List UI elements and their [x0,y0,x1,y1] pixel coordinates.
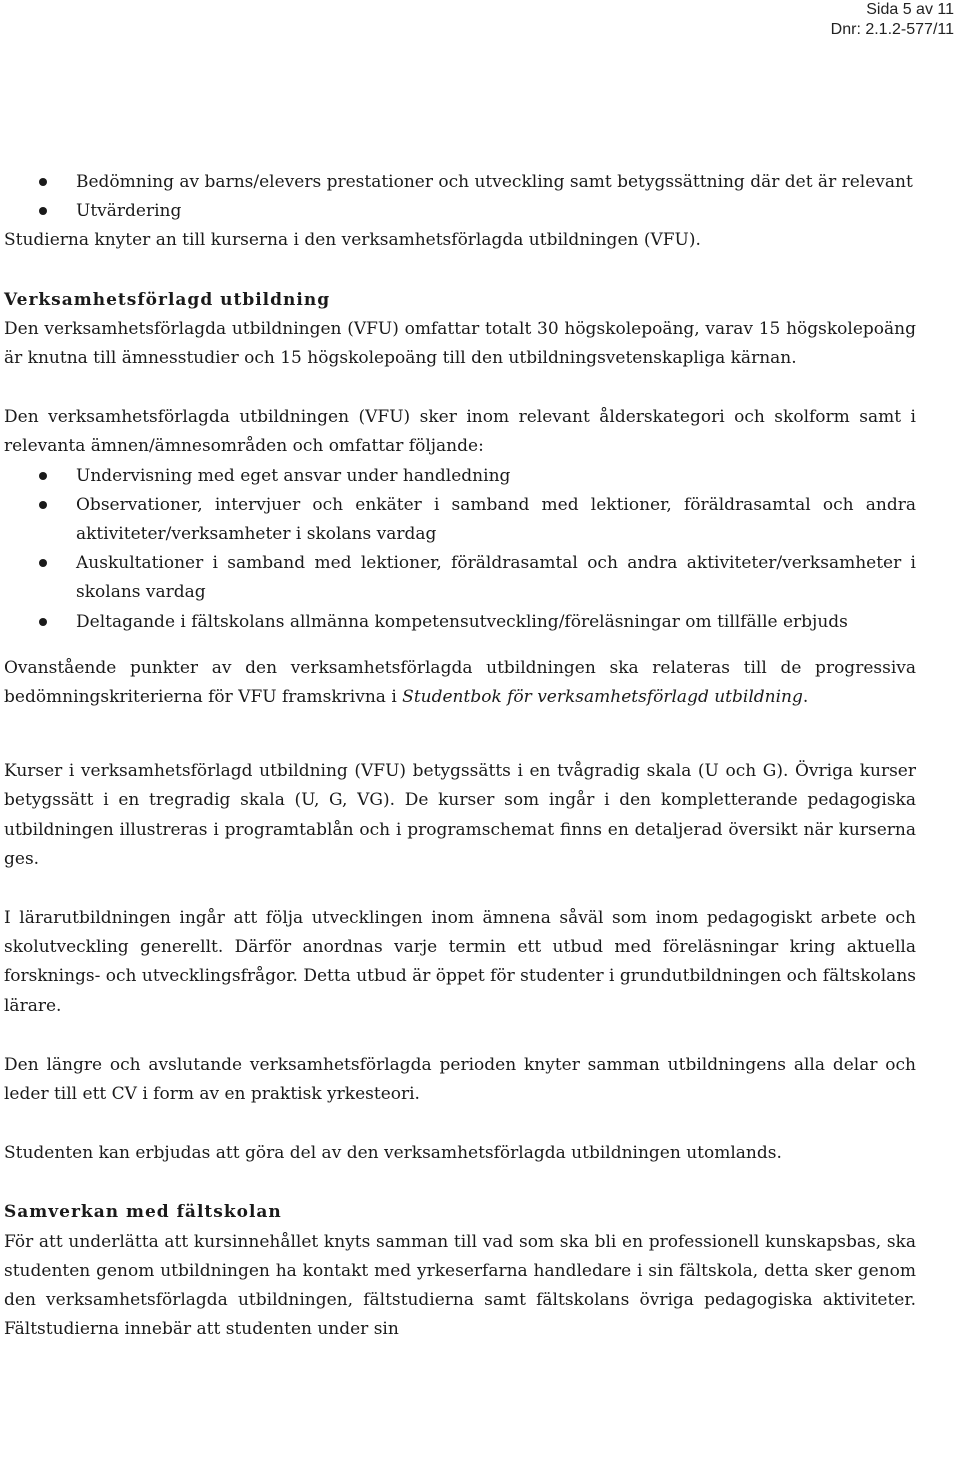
paragraph: Den längre och avslutande verksamhetsförlagda perioden knyter samman utbildningens alla delar och leder till ett CV i form av en praktisk yrkesteori. [4,1054,916,1105]
vfu-bullet-list [4,462,916,637]
bullet-icon [39,207,47,215]
paragraph: Den verksamhetsförlagda utbildningen (VFU) sker inom relevant ålderskategori och skolform samt i relevanta ämnen/ämnesområden och omfattar följande: [4,407,916,457]
paragraph: Kurser i verksamhetsförlagd utbildning (VFU) betygssätts i en tvågradig skala (U och G). Övriga kurser betygssätt i en tregradig skala (U, G, VG). De kurser som ingår i den kompletterande pedagogiska utbildningen illustreras i programtablån och i programschemat finns en detaljerad översikt när kurserna ges. [4,761,916,869]
studentbok-title: Studentbok för verksamhetsförlagd utbildning [402,687,803,708]
document-number: Dnr: 2.1.2-577/11 [830,21,954,38]
document-body [4,168,916,1345]
intro-bullet-list [4,168,916,226]
paragraph: För att underlätta att kursinnehållet knyts samman till vad som ska bli en professionell kunskapsbas, ska studenten genom utbildningen ha kontakt med yrkeserfarna handledare i sin fältskola, detta sker genom den verksamhetsförlagda utbildningen, fältstudierna samt fältskolans övriga pedagogiska aktiviteter. Fältstudierna innebär att studenten under sin [4,1231,916,1340]
bullet-icon [39,178,47,186]
bullet-icon [39,472,47,480]
list-item: Auskultationer i samband med lektioner, föräldrasamtal och andra aktiviteter/verksamheter i skolans vardag [4,549,916,607]
page-number: Sida 5 av 11 [866,1,954,18]
section-heading-vfu: Verksamhetsförlagd utbildning [4,289,331,310]
paragraph: Ovanstående punkter av den verksamhetsförlagda utbildningen ska relateras till de progressiva bedömningskriterierna för VFU framskrivna i Studentbok för verksamhetsförlagd utbildning. [4,657,916,708]
list-item: Deltagande i fältskolans allmänna kompetensutveckling/föreläsningar om tillfälle erbjuds [4,608,916,637]
bullet-icon [39,501,47,509]
paragraph: Studenten kan erbjudas att göra del av den verksamhetsförlagda utbildningen utomlands. [4,1143,782,1164]
bullet-icon [39,559,47,567]
list-item: Bedömning av barns/elevers prestationer och utveckling samt betygssättning där det är relevant [4,168,916,197]
list-item: Utvärdering [4,197,916,226]
section-heading-samverkan: Samverkan med fältskolan [4,1202,282,1223]
list-item: Observationer, intervjuer och enkäter i samband med lektioner, föräldrasamtal och andra aktiviteter/verksamheter i skolans vardag [4,491,916,549]
paragraph: Studierna knyter an till kurserna i den verksamhetsförlagda utbildningen (VFU). [4,230,701,251]
page-header [831,0,954,40]
list-item: Undervisning med eget ansvar under handledning [4,462,916,491]
paragraph: I lärarutbildningen ingår att följa utvecklingen inom ämnena såväl som inom pedagogiskt arbete och skolutveckling generellt. Därför anordnas varje termin ett utbud med föreläsningar kring aktuella forsknings- och utvecklingsfrågor. Detta utbud är öppet för studenter i grundutbildningen och fältskolans lärare. [4,908,916,1016]
paragraph: Den verksamhetsförlagda utbildningen (VFU) omfattar totalt 30 högskolepoäng, varav 15 högskolepoäng är knutna till ämnesstudier och 15 högskolepoäng till den utbildningsvetenskapliga kärnan. [4,318,916,369]
bullet-icon [39,618,47,626]
